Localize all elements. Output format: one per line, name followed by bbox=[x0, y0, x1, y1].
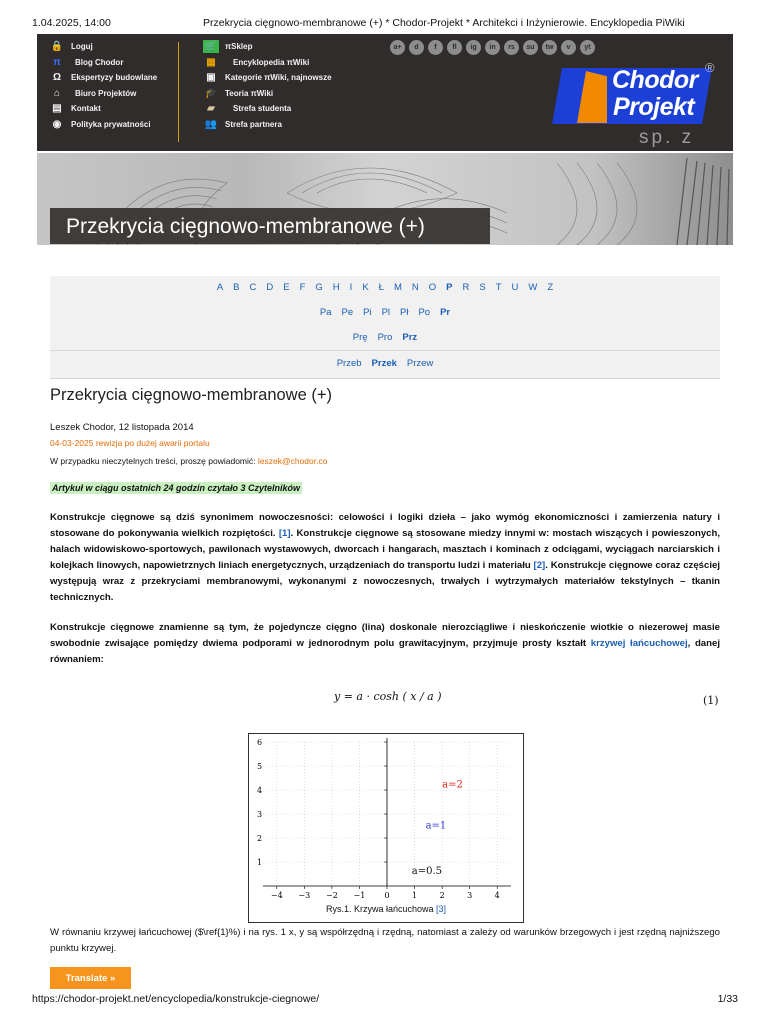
revision-note: 04-03-2025 rewizja po dużej awarii portalu bbox=[50, 438, 210, 448]
site-header bbox=[37, 34, 733, 151]
menu-item-partner-zone[interactable]: 👥 Strefa partnera bbox=[204, 118, 282, 130]
youtube-icon[interactable]: yt bbox=[580, 40, 595, 55]
paragraph-intro: Konstrukcje cięgnowe są dziś synonimem nowoczesności: celowości i logiki dzieła – jako wymóg ekonomiczności i zamierzenia natury i stosowane do pokonywania wielkich rozpiętości. [1]. Konstrukcje cięgnowe są stosowane miedzy innymi w: mostach wiszących i powieszonych, halach widowiskowo-sportowych, pawilonach wystawowych, dworcach i hangarach, masztach i kominach z odciągami, wyciągach narciarskich i kolejkach linowych, napowietrznych liniach energetycznych, urządzeniach do transportu ludzi i materiału [2]. Konstrukcje cięgnowe coraz częściej występują wraz z przekryciami membranowymi, wykonanymi z nowoczesnych, trwałych i wytrzymałych materiałów tekstylnych – tkanin technicznych. bbox=[50, 512, 721, 603]
student-icon: ▰ bbox=[207, 103, 215, 115]
print-datetime: 1.04.2025, 14:00 bbox=[32, 17, 111, 29]
translate-button[interactable]: Translate » bbox=[50, 967, 131, 989]
twitter-icon[interactable]: tw bbox=[542, 40, 557, 55]
index-link-active[interactable]: Pr bbox=[440, 307, 451, 318]
equation-number: (1) bbox=[703, 694, 719, 707]
logo-registered-mark: ® bbox=[705, 60, 715, 75]
menu-item-contact[interactable]: ▤ Kontakt bbox=[49, 101, 157, 117]
menu-column-1 bbox=[49, 39, 157, 132]
page-title: Przekrycia cięgnowo-membranowe (+) bbox=[66, 215, 425, 238]
y-tick-label: 4 bbox=[257, 786, 263, 795]
alphabet-row-p bbox=[50, 307, 720, 318]
index-link[interactable]: U bbox=[511, 282, 519, 293]
logo-suffix: sp. z bbox=[639, 127, 695, 148]
index-link[interactable]: Przeb bbox=[336, 358, 362, 369]
linkedin-icon[interactable]: in bbox=[485, 40, 500, 55]
x-tick-label: −1 bbox=[353, 891, 366, 900]
pi-icon: π bbox=[53, 56, 61, 68]
catenary-equation: y = a · cosh ( x / a ) bbox=[334, 690, 442, 703]
y-tick-label: 1 bbox=[257, 858, 263, 867]
index-link[interactable]: Przew bbox=[406, 358, 434, 369]
series-label: a=1 bbox=[425, 820, 447, 832]
index-link[interactable]: E bbox=[283, 282, 290, 293]
cart-icon: 🛒 bbox=[204, 41, 218, 53]
reference-link-2[interactable]: [2] bbox=[533, 560, 546, 571]
y-tick-label: 3 bbox=[257, 810, 263, 819]
x-tick-label: −2 bbox=[325, 891, 338, 900]
menu-item-office[interactable]: ⌂ Biuro Projektów bbox=[49, 86, 157, 102]
menu-item-expertises[interactable]: Ω Ekspertyzy budowlane bbox=[49, 70, 157, 86]
index-link[interactable]: N bbox=[411, 282, 419, 293]
article-title: Przekrycia cięgnowo-membranowe (+) bbox=[50, 386, 332, 404]
catenary-link[interactable]: krzywej łańcuchowej bbox=[590, 638, 688, 649]
alphabet-divider bbox=[50, 350, 720, 351]
reference-link-1[interactable]: [1] bbox=[278, 528, 291, 539]
menu-item-blog[interactable]: π Blog Chodor bbox=[49, 55, 157, 71]
menu-item-student-zone[interactable]: ▰ Strefa studenta bbox=[203, 101, 332, 117]
figure-caption: Rys.1. Krzywa łańcuchowa [3] bbox=[325, 904, 447, 914]
print-url: https://chodor-projekt.net/encyclopedia/konstrukcje-ciegnowe/ bbox=[32, 993, 320, 1005]
paragraph-catenary: Konstrukcje cięgnowe znamienne są tym, że pojedyncze cięgno (lina) doskonale nierozciągliwe i nieskończenie wiotkie o niezerowej masie swobodnie zwisające pomiędzy dwiema podporami w jednorodnym polu grawitacyjnym, przyjmuje prosty kształt krzywej łańcuchowej, danej równaniem: bbox=[50, 622, 720, 665]
print-page-title: Przekrycia cięgnowo-membranowe (+) * Chodor-Projekt * Architekci i Inżynierowie. Encyklopedia PiWiki bbox=[203, 17, 685, 29]
index-link[interactable]: Pl bbox=[381, 307, 391, 318]
index-link[interactable]: C bbox=[249, 282, 257, 293]
index-link[interactable]: S bbox=[479, 282, 486, 293]
index-link[interactable]: Pro bbox=[377, 332, 393, 343]
index-link-active[interactable]: Przek bbox=[371, 358, 397, 369]
y-tick-label: 6 bbox=[257, 738, 263, 747]
vimeo-icon[interactable]: v bbox=[561, 40, 576, 55]
index-link[interactable]: Pa bbox=[319, 307, 332, 318]
y-tick-label: 2 bbox=[257, 834, 263, 843]
rss-icon[interactable]: rs bbox=[504, 40, 519, 55]
flickr-icon[interactable]: fl bbox=[447, 40, 462, 55]
index-link[interactable]: M bbox=[393, 282, 402, 293]
shield-icon: ◉ bbox=[52, 118, 62, 130]
print-page-number: 1/33 bbox=[717, 993, 738, 1005]
stumbleupon-icon[interactable]: su bbox=[523, 40, 538, 55]
lock-icon: 🔒 bbox=[50, 41, 64, 53]
contact-card-icon: ▤ bbox=[52, 103, 62, 115]
social-icon[interactable]: ig bbox=[466, 40, 481, 55]
x-tick-label: 0 bbox=[384, 891, 390, 900]
contact-email-link[interactable]: leszek@chodor.co bbox=[257, 456, 328, 466]
index-link[interactable]: Pe bbox=[341, 307, 354, 318]
facebook-icon[interactable]: f bbox=[428, 40, 443, 55]
menu-item-shop[interactable]: 🛒 πSklep bbox=[204, 41, 253, 53]
menu-item-login[interactable]: 🔒 Loguj bbox=[50, 41, 93, 53]
index-link[interactable]: K bbox=[362, 282, 369, 293]
menu-divider bbox=[178, 42, 179, 142]
index-link[interactable]: F bbox=[299, 282, 306, 293]
article-author-date: Leszek Chodor, 12 listopada 2014 bbox=[50, 422, 194, 433]
categories-icon: ▣ bbox=[206, 72, 216, 84]
social-icon[interactable]: a+ bbox=[390, 40, 405, 55]
print-header bbox=[0, 0, 768, 30]
menu-item-categories[interactable]: ▣ Kategorie πWiki, najnowsze bbox=[203, 70, 332, 86]
index-link[interactable]: Z bbox=[547, 282, 554, 293]
series-label: a=2 bbox=[442, 779, 463, 791]
social-icon[interactable]: d bbox=[409, 40, 424, 55]
logo-text-line2: Projekt bbox=[613, 93, 695, 121]
compass-icon: ⌂ bbox=[53, 87, 61, 99]
alphabet-index bbox=[50, 276, 720, 379]
chodor-projekt-logo[interactable] bbox=[557, 60, 715, 148]
contact-notice: W przypadku nieczytelnych treści, proszę powiadomić: leszek@chodor.co bbox=[50, 456, 328, 466]
index-link[interactable]: H bbox=[332, 282, 340, 293]
equation-block bbox=[0, 684, 768, 720]
index-link[interactable]: A bbox=[216, 282, 224, 293]
index-link[interactable]: R bbox=[462, 282, 470, 293]
menu-item-theory[interactable]: 🎓 Teoria πWiki bbox=[204, 87, 274, 99]
read-counter: Artykuł w ciągu ostatnich 24 godzin czytało 3 Czytelników bbox=[52, 483, 301, 493]
index-link[interactable]: Ł bbox=[378, 282, 384, 293]
menu-item-privacy[interactable]: ◉ Polityka prywatności bbox=[49, 117, 157, 133]
index-link[interactable]: Po bbox=[418, 307, 431, 318]
index-link[interactable]: Prę bbox=[352, 332, 368, 343]
x-tick-label: 3 bbox=[467, 891, 473, 900]
x-tick-label: 2 bbox=[439, 891, 445, 900]
index-link[interactable]: I bbox=[349, 282, 353, 293]
alphabet-row-letters bbox=[50, 282, 720, 293]
index-link[interactable]: O bbox=[428, 282, 437, 293]
index-link[interactable]: Pł bbox=[400, 307, 409, 318]
social-links bbox=[390, 40, 595, 55]
index-link[interactable]: T bbox=[495, 282, 502, 293]
index-link-active[interactable]: P bbox=[446, 282, 453, 293]
paragraph-explanation: W równaniu krzywej łańcuchowej ($\ref{1}%) i na rys. 1 x, y są współrzędną i rzędną, natomiast a zależy od warunków brzegowych i jest rzędną najniższego punktu krzywej. bbox=[50, 927, 720, 954]
logo-text-line1: Chodor bbox=[612, 66, 698, 94]
index-link[interactable]: G bbox=[315, 282, 323, 293]
x-tick-label: 4 bbox=[494, 891, 500, 900]
magnet-icon: Ω bbox=[52, 72, 62, 84]
index-link[interactable]: Pi bbox=[363, 307, 372, 318]
catenary-chart bbox=[249, 734, 523, 902]
caption-reference-link[interactable]: [3] bbox=[436, 904, 447, 914]
books-icon: ▦ bbox=[206, 56, 216, 68]
index-link[interactable]: W bbox=[528, 282, 538, 293]
alphabet-row-prz bbox=[50, 358, 720, 369]
menu-column-2 bbox=[203, 39, 332, 132]
x-tick-label: 1 bbox=[412, 891, 418, 900]
print-footer bbox=[0, 990, 768, 1010]
index-link[interactable]: B bbox=[233, 282, 240, 293]
graduation-cap-icon: 🎓 bbox=[204, 87, 218, 99]
index-link[interactable]: D bbox=[266, 282, 274, 293]
index-link-active[interactable]: Prz bbox=[402, 332, 418, 343]
series-label: a=0.5 bbox=[411, 866, 443, 877]
catenary-figure bbox=[248, 733, 524, 923]
x-tick-label: −3 bbox=[298, 891, 311, 900]
alphabet-row-pr bbox=[50, 332, 720, 343]
x-tick-label: −4 bbox=[270, 891, 283, 900]
y-tick-label: 5 bbox=[257, 762, 263, 771]
partners-icon: 👥 bbox=[204, 118, 218, 130]
menu-item-encyclopedia[interactable]: ▦ Encyklopedia πWiki bbox=[203, 55, 332, 71]
page-title-overlay bbox=[50, 208, 490, 244]
